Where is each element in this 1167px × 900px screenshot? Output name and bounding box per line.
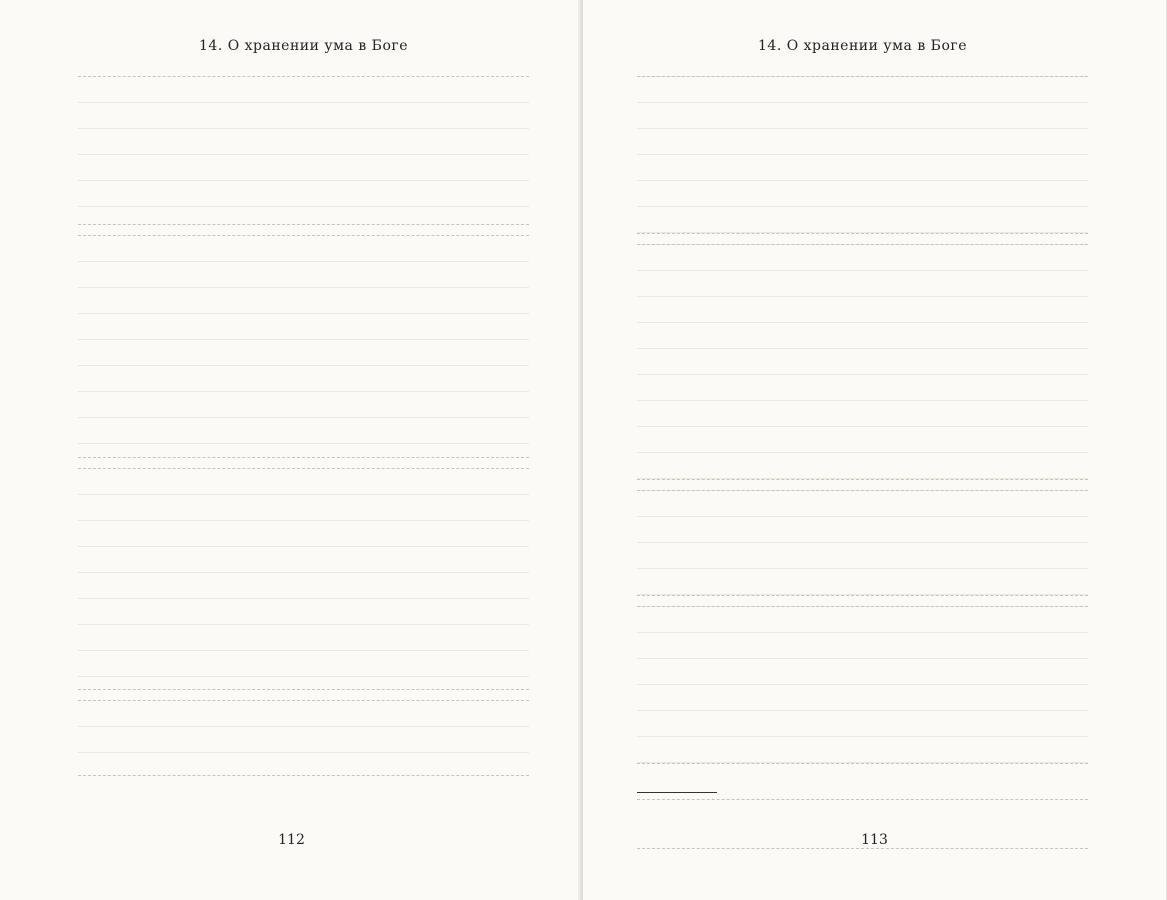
paragraph-4 [78,700,529,776]
right-running-head: 14. О хранении ума в Боге [758,38,967,54]
paragraph-1 [637,76,1088,234]
right-page-number: 113 [861,832,888,848]
paragraph-3 [78,468,529,691]
left-body-text [78,76,529,776]
right-page [583,0,1166,900]
left-page [0,0,583,900]
left-page-number: 112 [278,832,305,848]
dialogue-block [637,606,1088,764]
right-body-text [637,76,1088,776]
paragraph-1 [78,76,529,225]
paragraph-2 [78,235,529,458]
left-running-head: 14. О хранении ума в Боге [199,38,408,54]
paragraph-3 [637,490,1088,596]
paragraph-2 [637,244,1088,480]
footnote-rule [637,792,717,793]
